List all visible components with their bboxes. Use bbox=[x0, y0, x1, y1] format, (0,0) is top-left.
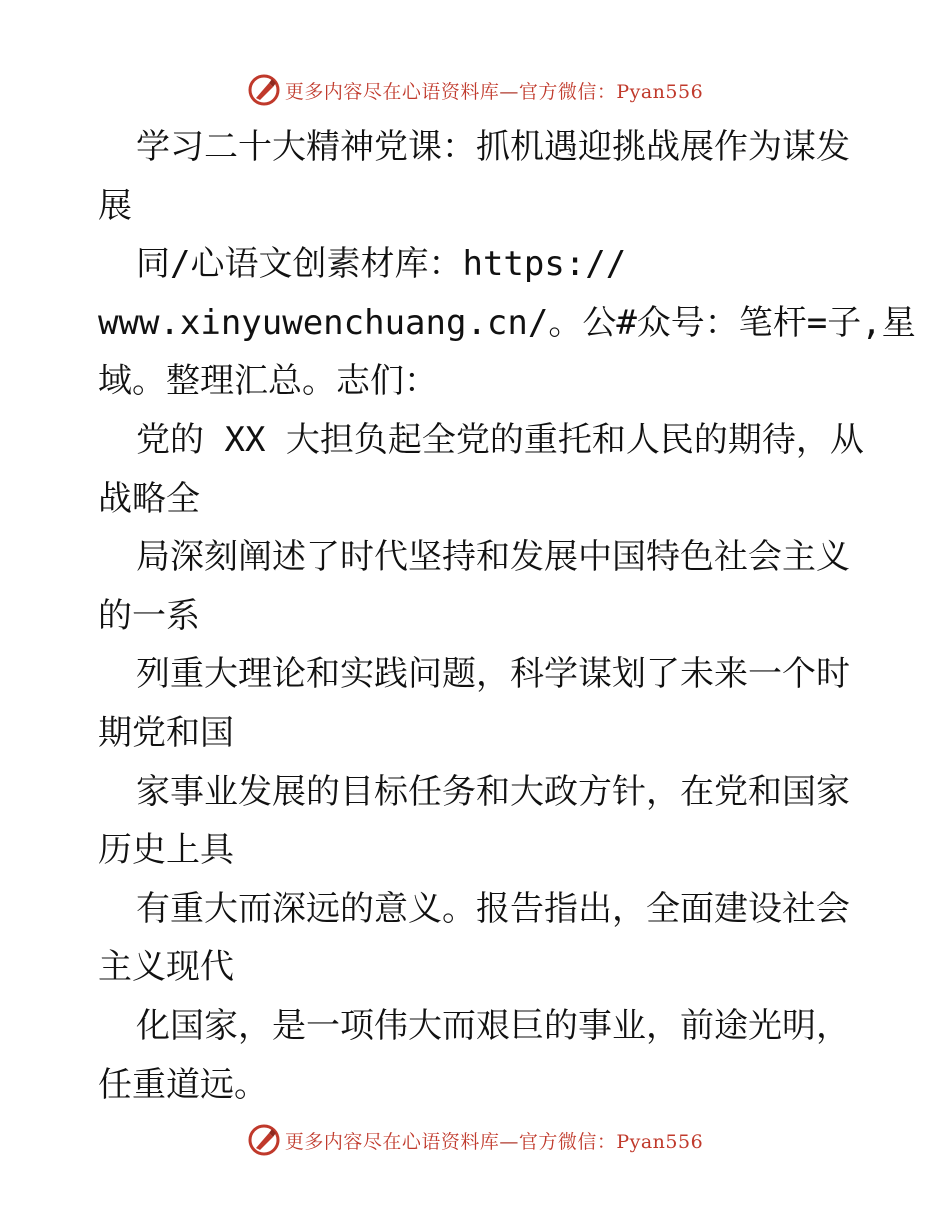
text-line: 局深刻阐述了时代坚持和发展中国特色社会主义 bbox=[136, 537, 850, 578]
header-banner bbox=[0, 70, 950, 110]
text-line: 化国家，是一项伟大而艰巨的事业，前途光明， bbox=[136, 1005, 850, 1046]
text-line: 域。整理汇总。志们： bbox=[98, 361, 438, 402]
text-line: 历史上具 bbox=[98, 830, 234, 871]
banner-separator: — bbox=[499, 80, 519, 103]
text-line: 任重道远。 bbox=[98, 1064, 268, 1105]
text-line: www.xinyuwenchuang.cn/。公#众号：笔杆=子,星 bbox=[98, 302, 916, 343]
text-line: 主义现代 bbox=[98, 947, 234, 988]
banner-text bbox=[285, 1127, 703, 1154]
banner-main-text: 更多内容尽在心语资料库 bbox=[284, 1130, 500, 1153]
text-line: 有重大而深远的意义。报告指出，全面建设社会 bbox=[136, 888, 850, 929]
banner-wechat-text: 官方微信：Pyan556 bbox=[518, 1130, 704, 1153]
pen-nib-logo-icon bbox=[247, 1123, 281, 1157]
text-line: 的一系 bbox=[98, 595, 200, 636]
text-line: 期党和国 bbox=[98, 712, 234, 753]
text-line: 同/心语文创素材库：https:// bbox=[136, 244, 627, 285]
banner-main-text: 更多内容尽在心语资料库 bbox=[284, 80, 500, 103]
text-line: 家事业发展的目标任务和大政方针，在党和国家 bbox=[136, 771, 850, 812]
document-body bbox=[98, 118, 916, 1114]
text-line: 战略全 bbox=[98, 478, 200, 519]
pen-nib-logo-icon bbox=[247, 73, 281, 107]
text-line: 党的 XX 大担负起全党的重托和人民的期待，从 bbox=[136, 419, 864, 460]
text-line: 学习二十大精神党课：抓机遇迎挑战展作为谋发 bbox=[136, 127, 850, 167]
banner-separator: — bbox=[499, 1130, 519, 1153]
banner-text bbox=[285, 77, 703, 104]
banner-wechat-text: 官方微信：Pyan556 bbox=[518, 80, 704, 103]
text-line: 列重大理论和实践问题，科学谋划了未来一个时 bbox=[136, 654, 850, 695]
footer-banner bbox=[0, 1120, 950, 1160]
text-line: 展 bbox=[98, 185, 132, 226]
